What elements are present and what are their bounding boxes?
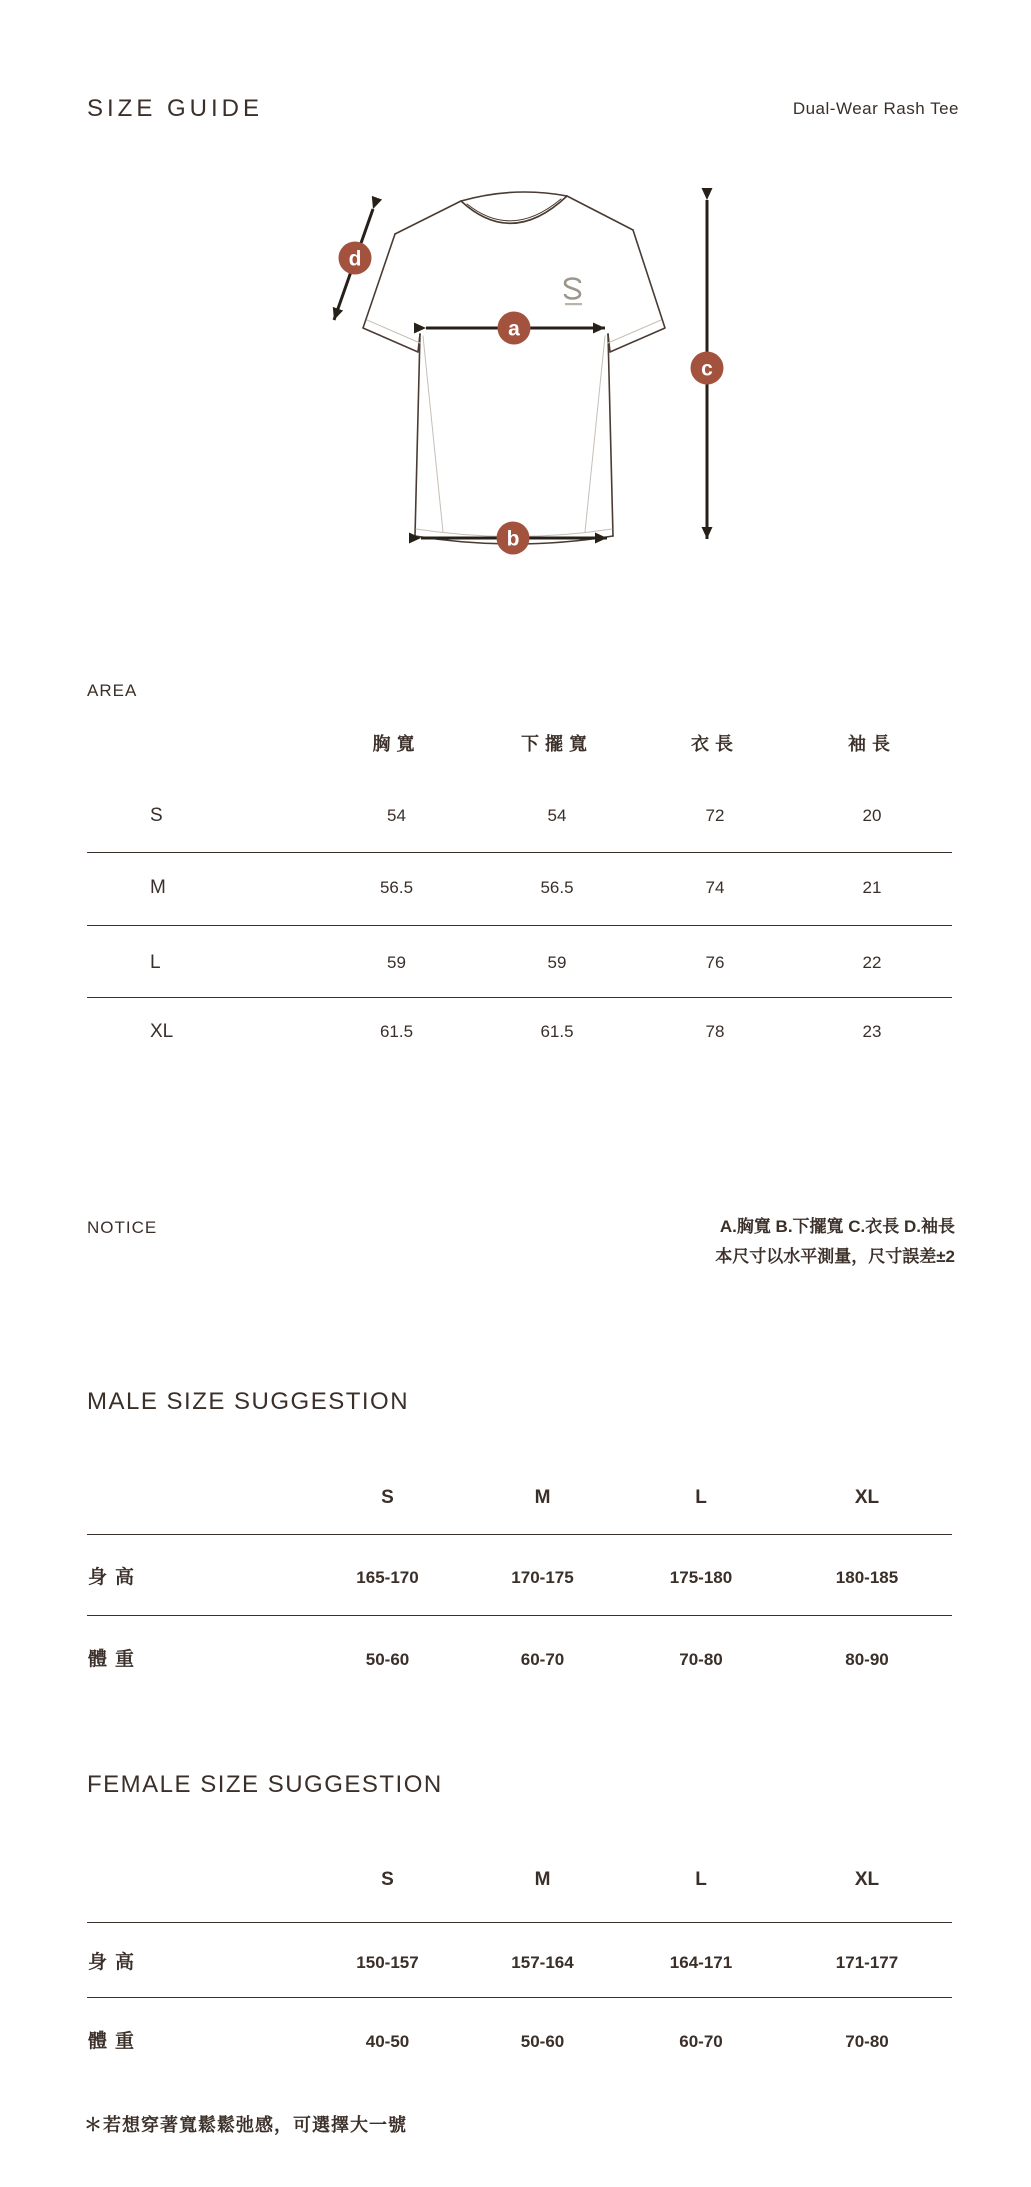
cell-value: 56.5 bbox=[379, 878, 414, 897]
size-label: S bbox=[150, 805, 163, 826]
cell-value: 175-180 bbox=[669, 1568, 733, 1587]
notice-line-1: A.胸寬 B.下擺寬 C.衣長 D.袖長 bbox=[719, 1217, 955, 1236]
female-col-m: M bbox=[534, 1869, 551, 1890]
divider bbox=[87, 1534, 952, 1535]
size-label: L bbox=[150, 952, 161, 973]
female-heading: FEMALE SIZE SUGGESTION bbox=[87, 1771, 443, 1798]
cell-value: 72 bbox=[705, 806, 725, 825]
cell-value: 171-177 bbox=[835, 1953, 899, 1972]
cell-value: 23 bbox=[862, 1022, 882, 1041]
divider bbox=[87, 1997, 952, 1998]
cell-value: 170-175 bbox=[511, 1568, 574, 1587]
marker-b-letter: b bbox=[506, 527, 520, 551]
area-col-length: 衣長 bbox=[691, 734, 739, 754]
area-col-sleeve: 袖長 bbox=[848, 734, 896, 754]
shoulder-right bbox=[567, 196, 633, 230]
size-label: XL bbox=[150, 1021, 174, 1042]
cell-value: 56.5 bbox=[540, 878, 574, 897]
tshirt-outline bbox=[363, 192, 665, 544]
brand-logo-text bbox=[565, 303, 582, 305]
cell-value: 76 bbox=[705, 953, 725, 972]
area-row-xl bbox=[87, 1015, 952, 1049]
male-col-l: L bbox=[695, 1487, 707, 1508]
male-height-row bbox=[87, 1561, 952, 1595]
product-name: Dual-Wear Rash Tee bbox=[792, 99, 959, 118]
female-col-xl: XL bbox=[854, 1869, 880, 1890]
male-weight-row bbox=[87, 1643, 952, 1677]
shoulder-left bbox=[395, 201, 461, 234]
female-col-l: L bbox=[695, 1869, 707, 1890]
notice-label: NOTICE bbox=[87, 1218, 158, 1237]
cell-value: 70-80 bbox=[679, 1650, 723, 1669]
cell-value: 164-171 bbox=[669, 1953, 733, 1972]
area-row-l bbox=[87, 946, 952, 980]
male-header-row bbox=[87, 1481, 952, 1515]
measure-marker-c bbox=[691, 352, 724, 385]
notice-text bbox=[715, 1212, 955, 1272]
cuff-rib-left bbox=[367, 320, 420, 343]
area-row-m bbox=[87, 871, 952, 905]
cell-value: 150-157 bbox=[356, 1953, 419, 1972]
chest-logo bbox=[565, 279, 582, 306]
row-label-height: 身高 bbox=[88, 1952, 143, 1973]
marker-a-letter: a bbox=[508, 317, 520, 341]
row-label-weight: 體重 bbox=[88, 2031, 143, 2052]
cell-value: 60-70 bbox=[679, 2032, 723, 2051]
cell-value: 21 bbox=[862, 878, 882, 897]
divider bbox=[87, 1922, 952, 1923]
sleeve-left bbox=[363, 234, 420, 352]
cell-value: 80-90 bbox=[845, 1650, 889, 1669]
cell-value: 54 bbox=[547, 806, 567, 825]
cell-value: 22 bbox=[862, 953, 882, 972]
male-col-m: M bbox=[534, 1487, 551, 1508]
area-header-row bbox=[87, 727, 952, 761]
brand-logo-icon bbox=[565, 279, 580, 299]
cell-value: 60-70 bbox=[520, 1650, 565, 1669]
cell-value: 40-50 bbox=[365, 2032, 410, 2051]
footnote: ＊若想穿著寬鬆鬆弛感，可選擇大一號 bbox=[84, 2115, 407, 2135]
cell-value: 54 bbox=[387, 806, 406, 825]
male-heading: MALE SIZE SUGGESTION bbox=[87, 1388, 410, 1415]
size-label: M bbox=[150, 877, 166, 898]
cuff-rib-right bbox=[608, 320, 661, 343]
marker-c-letter: c bbox=[701, 357, 713, 381]
spacer-cell bbox=[87, 727, 317, 761]
cell-value: 157-164 bbox=[511, 1953, 574, 1972]
cell-value: 20 bbox=[862, 806, 882, 825]
drape-line-right bbox=[585, 336, 605, 532]
divider bbox=[87, 925, 952, 926]
row-label-weight: 體重 bbox=[88, 1649, 143, 1670]
area-col-hem: 下擺寬 bbox=[521, 734, 593, 754]
measure-marker-d bbox=[339, 242, 372, 275]
female-col-s: S bbox=[381, 1869, 394, 1890]
side-seam-right bbox=[608, 334, 613, 536]
cell-value: 50-60 bbox=[365, 1650, 410, 1669]
cell-value: 74 bbox=[705, 878, 725, 897]
divider bbox=[87, 997, 952, 998]
collar-back bbox=[461, 192, 567, 201]
measure-marker-a bbox=[498, 312, 531, 345]
cell-value: 59 bbox=[547, 953, 567, 972]
divider bbox=[87, 852, 952, 853]
side-seam-left bbox=[415, 334, 420, 536]
spacer-cell bbox=[87, 1481, 310, 1515]
spacer-cell bbox=[87, 1863, 310, 1897]
female-weight-row bbox=[87, 2025, 952, 2059]
collar-rib bbox=[467, 199, 561, 221]
tshirt-measurement-diagram bbox=[316, 184, 736, 564]
cell-value: 61.5 bbox=[540, 1022, 574, 1041]
cell-value: 70-80 bbox=[845, 2032, 889, 2051]
collar-front bbox=[461, 196, 567, 223]
female-header-row bbox=[87, 1863, 952, 1897]
divider bbox=[87, 1615, 952, 1616]
area-row-s bbox=[87, 799, 952, 833]
cell-value: 78 bbox=[705, 1022, 725, 1041]
tshirt-light-seams bbox=[367, 317, 661, 537]
measure-marker-b bbox=[497, 522, 530, 555]
female-height-row bbox=[87, 1946, 952, 1980]
cell-value: 50-60 bbox=[520, 2032, 565, 2051]
area-label: AREA bbox=[87, 681, 138, 700]
sleeve-right bbox=[608, 230, 665, 352]
row-label-height: 身高 bbox=[88, 1567, 143, 1588]
cell-value: 59 bbox=[387, 953, 406, 972]
male-col-s: S bbox=[381, 1487, 394, 1508]
drape-line-left bbox=[423, 336, 443, 532]
cell-value: 61.5 bbox=[379, 1022, 414, 1041]
male-col-xl: XL bbox=[854, 1487, 880, 1508]
page-title: SIZE GUIDE bbox=[87, 95, 264, 122]
cell-value: 165-170 bbox=[356, 1568, 419, 1587]
notice-line-2: 本尺寸以水平測量，尺寸誤差±2 bbox=[715, 1247, 955, 1266]
marker-d-letter: d bbox=[348, 247, 362, 271]
cell-value: 180-185 bbox=[835, 1568, 899, 1587]
area-col-chest: 胸寬 bbox=[372, 734, 421, 754]
